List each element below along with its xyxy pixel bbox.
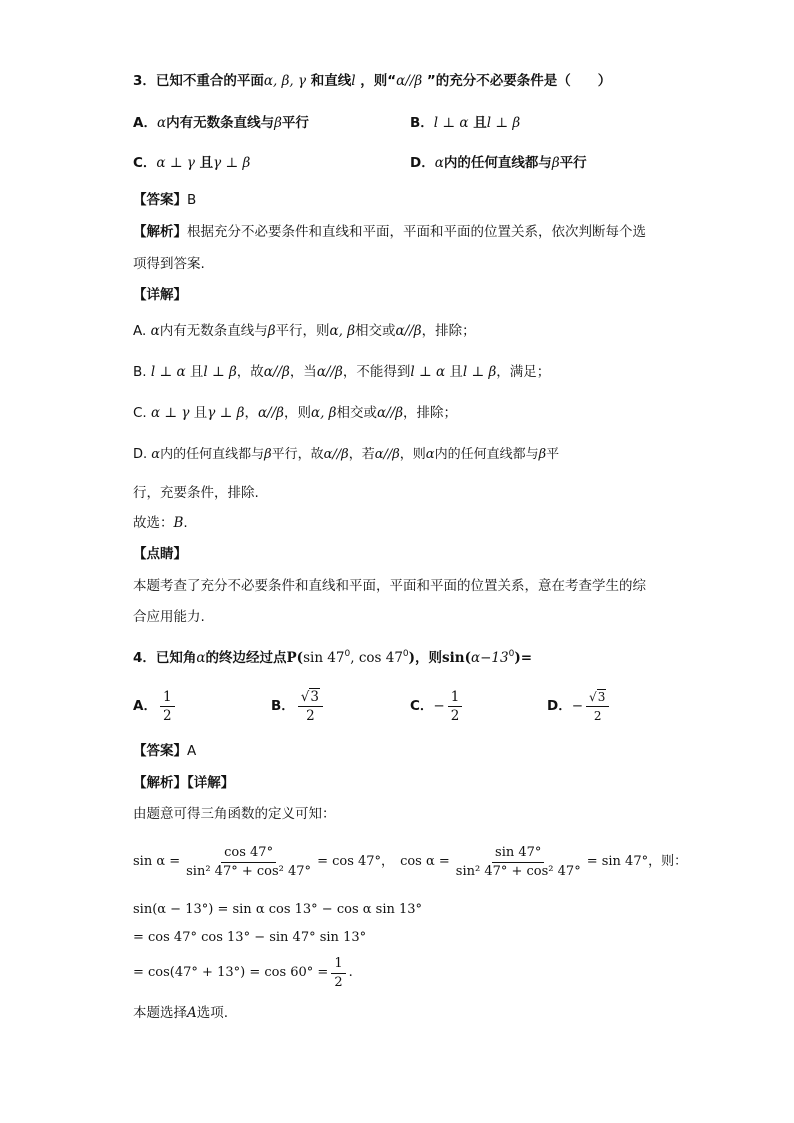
sqrt-symbol: √3 [589,689,606,704]
fraction: $\frac{1}{2}$ [160,688,175,725]
q3-answer: 【答案】B [133,192,197,208]
q3-detail-d: D. α内的任何直线都与β平行，故α//β，若α//β，则α内的任何直线都与β平 [133,447,560,462]
q4-option-a: A． $\frac{1}{2}$ [133,686,178,726]
q3-choose: 故选：B. [133,515,188,531]
q3-detail-d-line2: 行，充要条件，排除. [133,485,259,501]
q4-stem: 4．已知角α的终边经过点P(sin $47^0$, $\cos 47^0$)，则$\sin(\alpha-13^0)=$ [133,649,533,666]
q4-option-d: D． − $\frac{√3}{2}$ [547,686,612,726]
q3-detail-tag: 【详解】 [133,287,187,303]
fraction: $\frac{√3}{2}$ [586,688,609,725]
q4-number: 4． [133,650,156,666]
q3-comment-line2: 合应用能力. [133,609,205,625]
q3-comment-tag: 【点睛】 [133,546,187,562]
q3-option-b: B．l ⊥ α 且l ⊥ β [410,115,521,131]
fraction: $\frac{\cos 47^\circ}{\text{sin² 47° + cos² 47°}}$ [186,844,312,879]
q3-option-a: A．α内有无数条直线与β平行 [133,115,309,131]
q3-detail-b: B. l ⊥ α 且l ⊥ β，故α//β，当α//β，不能得到l ⊥ α 且l ⊥ β，满足； [133,364,551,380]
q3-detail-a: A. α内有无数条直线与β平行，则α, β相交或α//β，排除； [133,323,476,339]
q4-conclusion: 本题选择A选项. [133,1005,229,1021]
q3-analysis-line1: 【解析】根据充分不必要条件和直线和平面，平面和平面的位置关系，依次判断每个选 [133,224,646,240]
q3-option-d: D．α内的任何直线都与β平行 [410,155,587,171]
q3-analysis-line2: 项得到答案. [133,256,205,272]
fraction: $\frac{1}{2}$ [448,688,463,725]
q3-number: 3． [133,73,156,89]
fraction: $\frac{\sin 47^\circ}{\text{sin² 47° + cos² 47°}}$ [455,844,581,879]
q4-intro: 由题意可得三角函数的定义可知： [133,806,336,822]
q4-derivation-line3: = cos(47° + 13°) = cos 60° = $\frac{1}{2}$ . [133,955,353,990]
q3-option-c: C．α ⊥ γ 且γ ⊥ β [133,155,251,171]
q4-options [133,686,633,726]
q3-stem: 3．已知不重合的平面α, β, γ 和直线l ，则“α//β ”的充分不必要条件是（ ） [133,73,612,89]
q3-comment-line1: 本题考查了充分不必要条件和直线和平面，平面和平面的位置关系，意在考查学生的综 [133,578,646,594]
q4-derivation-line1: sin(α − 13°) = sin α cos 13° − cos α sin 13° [133,902,423,917]
q4-answer: 【答案】A [133,743,197,759]
q4-analysis-tags: 【解析】【详解】 [133,775,235,791]
q4-equation-row: sin α = $\frac{\cos 47^\circ}{\text{sin² 47° + cos² 47°}}$ = cos 47° ， cos α = $\frac{\sin 47^\circ}{\text{sin² 47° + cos² 47°}}$ = sin 47° ，则： [133,844,688,879]
fraction: $\frac{1}{2}$ [331,955,345,992]
q4-option-b: B． $\frac{√3}{2}$ [271,686,326,726]
q4-derivation-line2: = cos 47° cos 13° − sin 47° sin 13° [133,930,367,945]
fraction: $\frac{√3}{2}$ [298,688,323,725]
q3-detail-c: C. α ⊥ γ 且γ ⊥ β，α//β，则α, β相交或α//β，排除； [133,405,458,421]
q4-option-c: C． − $\frac{1}{2}$ [410,686,465,726]
sqrt-symbol: √3 [300,688,319,705]
